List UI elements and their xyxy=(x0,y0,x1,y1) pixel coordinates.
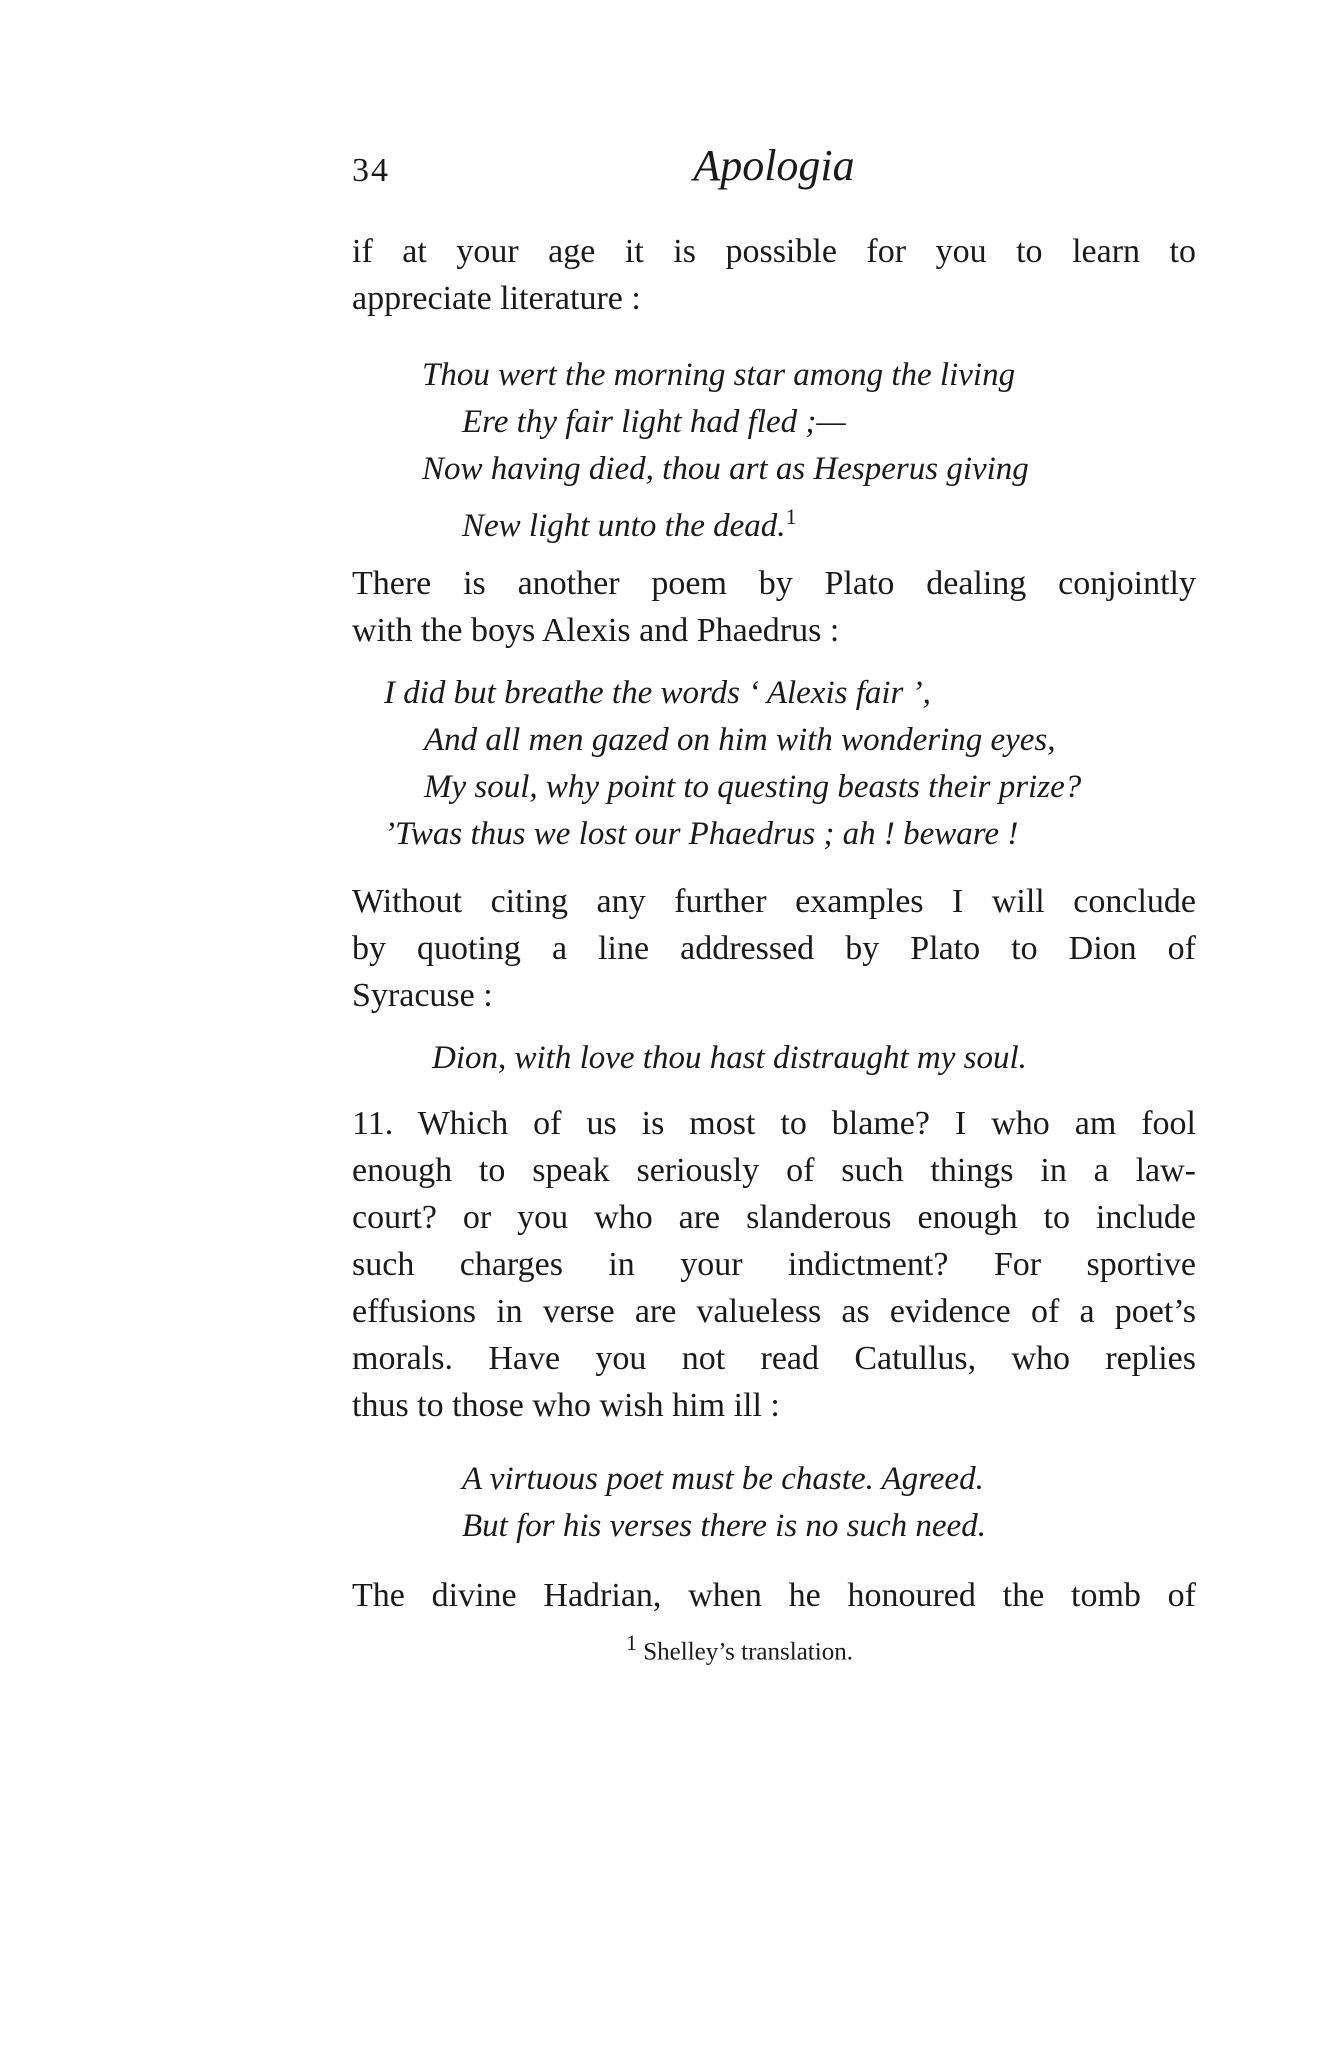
paragraph-4-cont xyxy=(352,1194,1196,1241)
text-line: appreciate literature : xyxy=(352,280,641,317)
paragraph-3 xyxy=(352,878,1196,925)
verse-line: Thou wert the morning star among the living xyxy=(422,357,1016,393)
paragraph-1 xyxy=(352,228,1196,275)
paragraph-3-cont xyxy=(352,925,1196,972)
text-line: effusions in verse are valueless as evidence of a poet’s xyxy=(352,1293,1196,1330)
verse-line: Now having died, thou art as Hesperus giving xyxy=(422,451,1029,487)
paragraph-4-cont xyxy=(352,1335,1196,1382)
footnote-mark: 1 xyxy=(626,1630,637,1655)
verse-text: New light unto the dead. xyxy=(462,508,786,544)
paragraph-4-cont xyxy=(352,1288,1196,1335)
verse-line: Dion, with love thou hast distraught my soul. xyxy=(432,1040,1027,1076)
text-line: The divine Hadrian, when he honoured the tomb of xyxy=(352,1577,1196,1614)
paragraph-4-cont xyxy=(352,1147,1196,1194)
text-line: There is another poem by Plato dealing conjointly xyxy=(352,565,1196,602)
paragraph-4-end xyxy=(352,1382,1196,1429)
paragraph-5 xyxy=(352,1572,1196,1619)
page-header xyxy=(352,140,1196,200)
text-line: Without citing any further examples I will conclude xyxy=(352,883,1196,920)
text-line: if at your age it is possible for you to learn to xyxy=(352,233,1196,270)
text-line: Syracuse : xyxy=(352,977,493,1014)
verse-line: And all men gazed on him with wondering eyes, xyxy=(424,722,1056,758)
paragraph-1-end xyxy=(352,275,1196,322)
paragraph-3-end xyxy=(352,972,1196,1019)
footnote xyxy=(626,1630,853,1666)
footnote-text: Shelley’s translation. xyxy=(643,1638,853,1666)
text-line: such charges in your indictment? For sportive xyxy=(352,1246,1196,1283)
text-line: by quoting a line addressed by Plato to Dion of xyxy=(352,930,1196,967)
paragraph-4-cont xyxy=(352,1241,1196,1288)
running-title: Apologia xyxy=(693,141,855,190)
paragraph-2 xyxy=(352,560,1196,607)
footnote-reference: 1 xyxy=(785,504,797,529)
text-line: with the boys Alexis and Phaedrus : xyxy=(352,612,840,649)
page-number: 34 xyxy=(352,152,390,189)
text-line: morals. Have you not read Catullus, who replies xyxy=(352,1340,1196,1377)
verse-line: ’Twas thus we lost our Phaedrus ; ah ! beware ! xyxy=(384,816,1019,852)
verse-line: I did but breathe the words ‘ Alexis fair ’, xyxy=(384,675,931,711)
text-line: court? or you who are slanderous enough to include xyxy=(352,1199,1196,1236)
paragraph-2-end xyxy=(352,607,1196,654)
verse-line: Ere thy fair light had fled ;— xyxy=(462,404,846,440)
verse-line: A virtuous poet must be chaste. Agreed. xyxy=(462,1461,984,1497)
text-line: 11. Which of us is most to blame? I who am fool xyxy=(352,1105,1196,1142)
verse-line: But for his verses there is no such need. xyxy=(462,1508,986,1544)
text-line: enough to speak seriously of such things in a law- xyxy=(352,1152,1196,1189)
text-line: thus to those who wish him ill : xyxy=(352,1387,780,1424)
verse-line: My soul, why point to questing beasts their prize? xyxy=(424,769,1082,805)
paragraph-4 xyxy=(352,1100,1196,1147)
verse-line-with-note xyxy=(462,493,797,550)
